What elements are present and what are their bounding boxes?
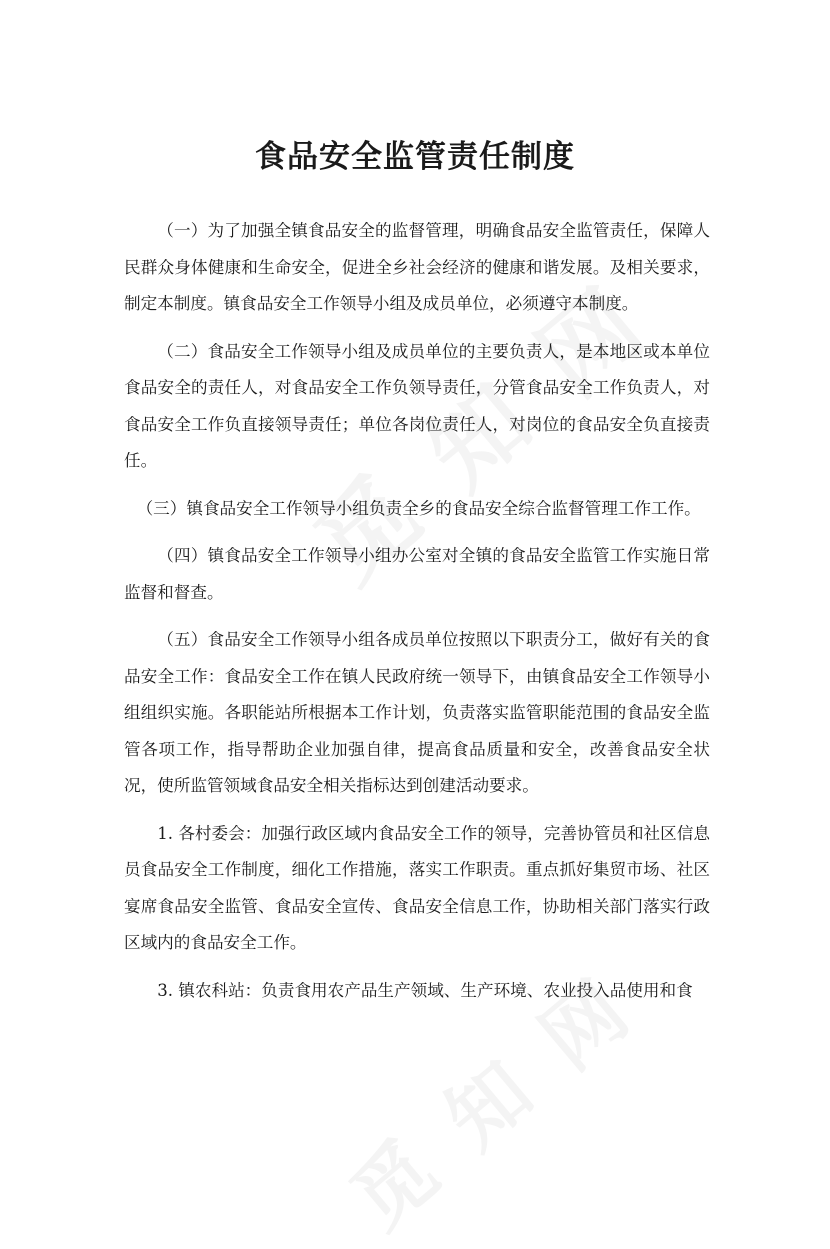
document-title: 食品安全监管责任制度 (255, 138, 575, 175)
paragraph-3: （三）镇食品安全工作领导小组负责全乡的食品安全综合监督管理工作工作。 (136, 498, 701, 518)
document-body (124, 213, 710, 1020)
paragraph-5: （五）食品安全工作领导小组各成员单位按照以下职责分工，做好有关的食品安全工作：食品安全工作在镇人民政府统一领导下，由镇食品安全工作领导小组组织实施。各职能站所根据本工作计划，负责落实监管职能范围的食品安全监管各项工作，指导帮助企业加强自律，提高食品质量和安全，改善食品安全状况，使所监管领域食品安全相关指标达到创建活动要求。 (124, 630, 710, 795)
paragraph-6: 1. 各村委会：加强行政区域内食品安全工作的领导，完善协管员和社区信息员食品安全工作制度，细化工作措施，落实工作职责。重点抓好集贸市场、社区宴席食品安全监管、食品安全宣传、食品安全信息工作，协助相关部门落实行政区域内的食品安全工作。 (124, 823, 710, 952)
paragraph-4: （四）镇食品安全工作领导小组办公室对全镇的食品安全监管工作实施日常监督和督查。 (124, 546, 710, 602)
paragraph-7: 3. 镇农科站：负责食用农产品生产领域、生产环境、农业投入品使用和食 (157, 980, 693, 1000)
paragraph-2: （二）食品安全工作领导小组及成员单位的主要负责人，是本地区或本单位食品安全的责任人，对食品安全工作负领导责任，分管食品安全工作负责人，对食品安全工作负直接领导责任；单位各岗位责任人，对岗位的食品安全负直接责任。 (124, 341, 710, 470)
paragraph-1: （一）为了加强全镇食品安全的监督管理，明确食品安全监管责任，保障人民群众身体健康和生命安全，促进全乡社会经济的健康和谐发展。及相关要求，制定本制度。镇食品安全工作领导小组及成员单位，必须遵守本制度。 (124, 221, 710, 313)
